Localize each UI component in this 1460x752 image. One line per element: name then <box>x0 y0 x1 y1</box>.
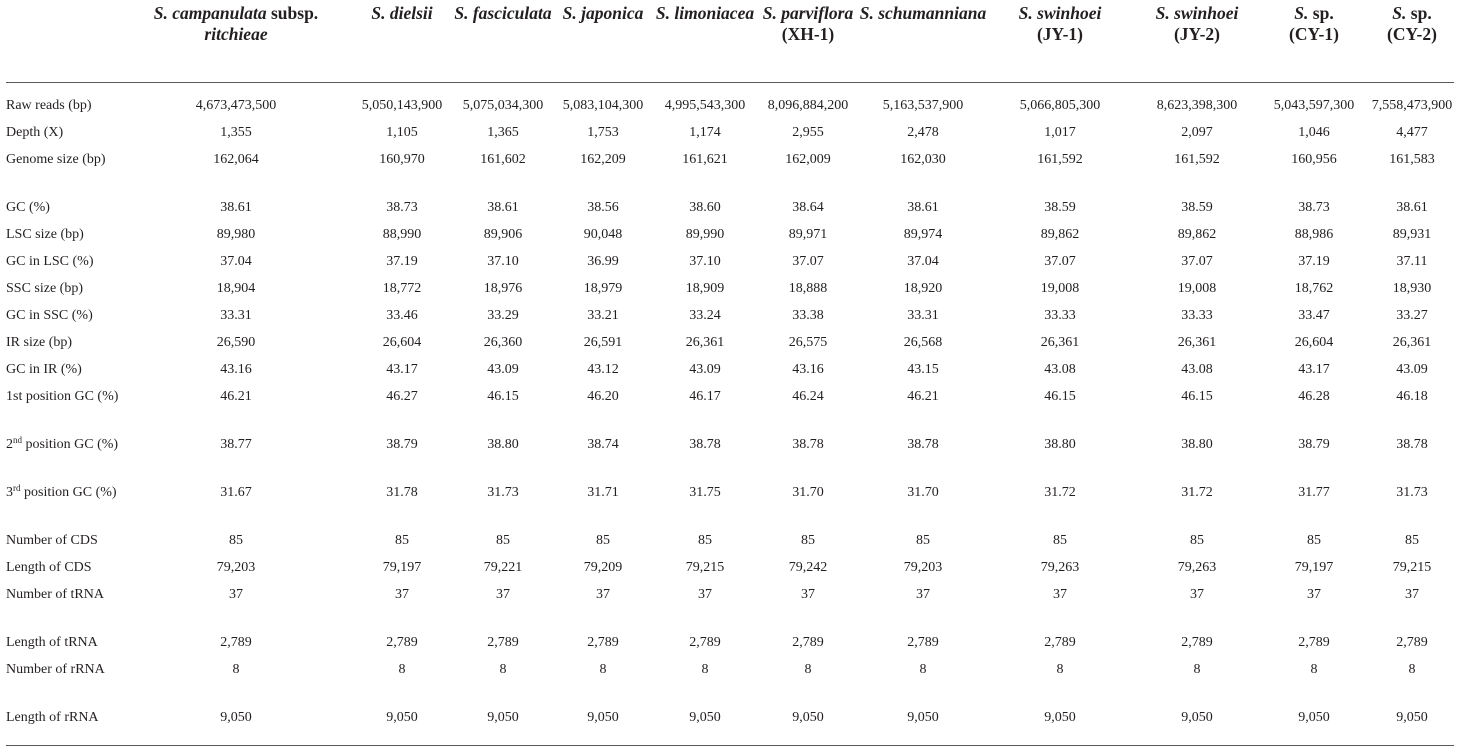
table-cell: 43.12 <box>587 362 619 377</box>
taxon-qualifier: subsp. <box>266 3 319 23</box>
table-cell: 26,575 <box>788 335 828 350</box>
species-name: S. limoniacea <box>655 3 755 23</box>
table-cell: 4,477 <box>1396 125 1428 140</box>
table-cell: 85 <box>1405 533 1419 548</box>
table-cell: 89,906 <box>483 227 523 242</box>
header-rule <box>6 82 1454 83</box>
table-cell: 8 <box>1193 662 1201 677</box>
table-cell: 43.09 <box>487 362 519 377</box>
table-cell: 37 <box>395 587 409 602</box>
table-cell: 161,592 <box>1037 152 1083 167</box>
table-cell: 37.04 <box>220 254 252 269</box>
table-cell: 33.31 <box>220 308 252 323</box>
table-cell: 85 <box>1307 533 1321 548</box>
table-cell: 2,789 <box>587 635 619 650</box>
table-cell: 46.21 <box>220 389 252 404</box>
table-cell: 85 <box>801 533 815 548</box>
row-label <box>6 584 124 605</box>
table-cell: 26,568 <box>903 335 943 350</box>
table-cell: 46.21 <box>907 389 939 404</box>
row-label <box>6 149 124 170</box>
table-cell: 9,050 <box>1181 710 1213 725</box>
table-cell: 26,590 <box>216 335 256 350</box>
row-label <box>6 482 124 503</box>
table-cell: 37 <box>229 587 243 602</box>
table-cell: 9,050 <box>907 710 939 725</box>
table-cell: 79,263 <box>1040 560 1080 575</box>
row-label <box>6 530 124 551</box>
table-cell: 1,753 <box>587 125 619 140</box>
table-cell: 79,203 <box>903 560 943 575</box>
table-cell: 160,956 <box>1291 152 1337 167</box>
table-cell: 89,990 <box>685 227 725 242</box>
table-cell: 33.24 <box>689 308 721 323</box>
table-cell: 9,050 <box>220 710 252 725</box>
row-label <box>6 197 124 218</box>
table-cell: 162,209 <box>580 152 626 167</box>
table-cell: 162,009 <box>785 152 831 167</box>
table-cell: 38.80 <box>1181 437 1213 452</box>
table-cell: 37.19 <box>1298 254 1330 269</box>
table-cell: 43.08 <box>1044 362 1076 377</box>
table-cell: 43.09 <box>1396 362 1428 377</box>
table-cell: 1,355 <box>220 125 252 140</box>
taxon-qualifier: sp. <box>1308 3 1334 23</box>
table-cell: 38.78 <box>792 437 824 452</box>
table-cell: 38.73 <box>1298 200 1330 215</box>
subspecies-name: ritchieae <box>204 24 268 44</box>
table-cell: 89,974 <box>903 227 943 242</box>
table-cell: 8,623,398,300 <box>1156 98 1238 113</box>
table-cell: 90,048 <box>583 227 623 242</box>
table-cell: 5,083,104,300 <box>562 98 644 113</box>
table-cell: 85 <box>1190 533 1204 548</box>
table-cell: 8 <box>599 662 607 677</box>
table-cell: 85 <box>395 533 409 548</box>
taxon-qualifier: sp. <box>1406 3 1432 23</box>
table-cell: 46.24 <box>792 389 824 404</box>
table-cell: 33.46 <box>386 308 418 323</box>
table-cell: 85 <box>496 533 510 548</box>
row-label <box>6 659 124 680</box>
label-text: position GC (%) <box>20 485 117 500</box>
table-cell: 161,583 <box>1389 152 1435 167</box>
table-cell: 26,360 <box>483 335 523 350</box>
table-cell: 38.79 <box>386 437 418 452</box>
table-cell: 4,995,543,300 <box>664 98 746 113</box>
table-cell: 79,215 <box>685 560 725 575</box>
table-cell: 33.31 <box>907 308 939 323</box>
row-label <box>6 557 124 578</box>
table-cell: 9,050 <box>386 710 418 725</box>
table-cell: 85 <box>698 533 712 548</box>
table-cell: 89,971 <box>788 227 828 242</box>
table-cell: 5,163,537,900 <box>882 98 964 113</box>
table-cell: 19,008 <box>1177 281 1217 296</box>
table-cell: 37.10 <box>487 254 519 269</box>
table-cell: 31.73 <box>1396 485 1428 500</box>
label-ordinal-suffix: rd <box>13 483 21 493</box>
table-cell: 26,361 <box>1177 335 1217 350</box>
label-ordinal: 2 <box>6 437 13 452</box>
table-cell: 8,096,884,200 <box>767 98 849 113</box>
table-cell: 26,591 <box>583 335 623 350</box>
table-cell: 46.28 <box>1298 389 1330 404</box>
row-label <box>6 632 124 653</box>
table-cell: 9,050 <box>1044 710 1076 725</box>
table-cell: 79,263 <box>1177 560 1217 575</box>
table-cell: 79,197 <box>1294 560 1334 575</box>
table-cell: 88,990 <box>382 227 422 242</box>
table-cell: 89,931 <box>1392 227 1432 242</box>
row-label <box>6 278 124 299</box>
table-cell: 1,365 <box>487 125 519 140</box>
table-cell: 38.61 <box>487 200 519 215</box>
table-cell: 2,789 <box>1044 635 1076 650</box>
table-cell: 33.47 <box>1298 308 1330 323</box>
table-cell: 26,361 <box>685 335 725 350</box>
table-cell: 37 <box>1190 587 1204 602</box>
table-cell: 85 <box>916 533 930 548</box>
label-text: Number of rRNA <box>6 662 105 677</box>
table-cell: 8 <box>398 662 406 677</box>
column-header <box>1364 3 1460 45</box>
column-header <box>347 3 457 24</box>
label-text: position GC (%) <box>22 437 119 452</box>
table-cell: 2,789 <box>487 635 519 650</box>
column-header <box>756 3 860 45</box>
table-cell: 38.78 <box>1396 437 1428 452</box>
table-cell: 1,174 <box>689 125 721 140</box>
label-text: Genome size (bp) <box>6 152 106 167</box>
table-cell: 18,909 <box>685 281 725 296</box>
table-cell: 43.17 <box>386 362 418 377</box>
table-cell: 37 <box>496 587 510 602</box>
table-cell: 2,789 <box>907 635 939 650</box>
table-cell: 37 <box>596 587 610 602</box>
table-cell: 33.38 <box>792 308 824 323</box>
label-text: Depth (X) <box>6 125 64 140</box>
label-text: IR size (bp) <box>6 335 73 350</box>
label-text: Number of tRNA <box>6 587 104 602</box>
column-header <box>1127 3 1267 45</box>
label-text: GC in SSC (%) <box>6 308 93 323</box>
table-cell: 31.77 <box>1298 485 1330 500</box>
table-cell: 1,105 <box>386 125 418 140</box>
column-header <box>653 3 757 24</box>
table-cell: 85 <box>596 533 610 548</box>
table-cell: 31.70 <box>907 485 939 500</box>
label-ordinal: 3 <box>6 485 13 500</box>
table-cell: 31.72 <box>1181 485 1213 500</box>
table-cell: 37 <box>1405 587 1419 602</box>
table-cell: 46.15 <box>487 389 519 404</box>
column-header <box>990 3 1130 45</box>
table-cell: 9,050 <box>792 710 824 725</box>
bottom-rule <box>6 745 1454 746</box>
table-cell: 31.70 <box>792 485 824 500</box>
table-cell: 1,046 <box>1298 125 1330 140</box>
table-cell: 37.07 <box>792 254 824 269</box>
species-name: S. fasciculata <box>454 3 552 23</box>
row-label <box>6 95 124 116</box>
table-cell: 8 <box>499 662 507 677</box>
table-cell: 162,064 <box>213 152 259 167</box>
table-cell: 38.78 <box>689 437 721 452</box>
table-cell: 2,789 <box>1396 635 1428 650</box>
table-cell: 18,888 <box>788 281 828 296</box>
table-cell: 38.73 <box>386 200 418 215</box>
table-cell: 85 <box>229 533 243 548</box>
column-header <box>134 3 339 45</box>
table-cell: 38.77 <box>220 437 252 452</box>
table-cell: 33.29 <box>487 308 519 323</box>
table-cell: 38.79 <box>1298 437 1330 452</box>
table-cell: 43.17 <box>1298 362 1330 377</box>
table-cell: 26,361 <box>1040 335 1080 350</box>
table-cell: 18,772 <box>382 281 422 296</box>
sample-code: (JY-1) <box>1036 24 1083 44</box>
species-name: S. <box>1294 3 1309 23</box>
table-cell: 43.15 <box>907 362 939 377</box>
table-cell: 162,030 <box>900 152 946 167</box>
table-cell: 33.33 <box>1044 308 1076 323</box>
table-cell: 43.08 <box>1181 362 1213 377</box>
table-cell: 46.15 <box>1044 389 1076 404</box>
table-cell: 79,209 <box>583 560 623 575</box>
column-header <box>858 3 988 24</box>
table-cell: 2,789 <box>220 635 252 650</box>
table-cell: 37 <box>916 587 930 602</box>
column-header <box>453 3 553 24</box>
sample-code: (CY-2) <box>1387 24 1437 44</box>
label-ordinal-suffix: nd <box>13 435 22 445</box>
sample-code: (XH-1) <box>781 24 835 44</box>
table-cell: 9,050 <box>1298 710 1330 725</box>
table-cell: 31.71 <box>587 485 619 500</box>
table-cell: 7,558,473,900 <box>1371 98 1453 113</box>
table-cell: 9,050 <box>689 710 721 725</box>
table-cell: 79,242 <box>788 560 828 575</box>
label-text: Raw reads (bp) <box>6 98 92 113</box>
table-cell: 5,066,805,300 <box>1019 98 1101 113</box>
table-cell: 38.61 <box>220 200 252 215</box>
table-cell: 37.07 <box>1044 254 1076 269</box>
table-cell: 2,789 <box>792 635 824 650</box>
table-cell: 37.07 <box>1181 254 1213 269</box>
table-cell: 38.80 <box>487 437 519 452</box>
table-cell: 38.78 <box>907 437 939 452</box>
table-cell: 9,050 <box>587 710 619 725</box>
table-cell: 88,986 <box>1294 227 1334 242</box>
table-cell: 43.16 <box>792 362 824 377</box>
label-text: GC in IR (%) <box>6 362 82 377</box>
row-label <box>6 224 124 245</box>
table-cell: 43.16 <box>220 362 252 377</box>
table-cell: 26,604 <box>1294 335 1334 350</box>
table-cell: 38.59 <box>1181 200 1213 215</box>
species-name: S. campanulata <box>153 3 267 23</box>
table-cell: 8 <box>1056 662 1064 677</box>
table-cell: 36.99 <box>587 254 619 269</box>
table-cell: 33.27 <box>1396 308 1428 323</box>
table-cell: 5,050,143,900 <box>361 98 443 113</box>
table-cell: 8 <box>1310 662 1318 677</box>
table-cell: 5,075,034,300 <box>462 98 544 113</box>
table-cell: 33.21 <box>587 308 619 323</box>
table-cell: 161,602 <box>480 152 526 167</box>
table-cell: 1,017 <box>1044 125 1076 140</box>
table-cell: 46.18 <box>1396 389 1428 404</box>
table-cell: 18,920 <box>903 281 943 296</box>
table-cell: 38.60 <box>689 200 721 215</box>
table-cell: 37 <box>1307 587 1321 602</box>
table-cell: 37.10 <box>689 254 721 269</box>
row-label <box>6 434 124 455</box>
table-cell: 85 <box>1053 533 1067 548</box>
table-cell: 31.73 <box>487 485 519 500</box>
label-text: GC in LSC (%) <box>6 254 94 269</box>
table-cell: 33.33 <box>1181 308 1213 323</box>
table-cell: 89,862 <box>1177 227 1217 242</box>
table-cell: 37 <box>801 587 815 602</box>
table-cell: 19,008 <box>1040 281 1080 296</box>
table-cell: 38.59 <box>1044 200 1076 215</box>
species-name: S. schumanniana <box>859 3 987 23</box>
label-text: Length of rRNA <box>6 710 99 725</box>
table-cell: 26,604 <box>382 335 422 350</box>
table-cell: 18,976 <box>483 281 523 296</box>
sample-code: (JY-2) <box>1173 24 1220 44</box>
column-header <box>553 3 653 24</box>
table-cell: 37 <box>1053 587 1067 602</box>
table-cell: 38.56 <box>587 200 619 215</box>
table-cell: 79,215 <box>1392 560 1432 575</box>
table-cell: 9,050 <box>487 710 519 725</box>
table-cell: 37 <box>698 587 712 602</box>
row-label <box>6 251 124 272</box>
species-name: S. swinhoei <box>1018 3 1102 23</box>
row-label <box>6 707 124 728</box>
label-text: Length of CDS <box>6 560 92 575</box>
table-cell: 43.09 <box>689 362 721 377</box>
table-cell: 79,221 <box>483 560 523 575</box>
species-name: S. japonica <box>562 3 644 23</box>
species-name: S. swinhoei <box>1155 3 1239 23</box>
label-text: Length of tRNA <box>6 635 98 650</box>
table-cell: 2,955 <box>792 125 824 140</box>
table-cell: 18,904 <box>216 281 256 296</box>
table-cell: 38.80 <box>1044 437 1076 452</box>
table-cell: 8 <box>232 662 240 677</box>
sample-code: (CY-1) <box>1289 24 1339 44</box>
row-label <box>6 386 124 407</box>
table-cell: 2,789 <box>689 635 721 650</box>
row-label <box>6 332 124 353</box>
table-cell: 18,930 <box>1392 281 1432 296</box>
table-cell: 9,050 <box>1396 710 1428 725</box>
label-text: Number of CDS <box>6 533 98 548</box>
table-cell: 18,762 <box>1294 281 1334 296</box>
table-cell: 8 <box>804 662 812 677</box>
table-cell: 5,043,597,300 <box>1273 98 1355 113</box>
table-cell: 160,970 <box>379 152 425 167</box>
row-label <box>6 122 124 143</box>
table-cell: 38.74 <box>587 437 619 452</box>
label-text: SSC size (bp) <box>6 281 83 296</box>
table-cell: 2,789 <box>1181 635 1213 650</box>
table-cell: 79,197 <box>382 560 422 575</box>
species-name: S. <box>1392 3 1407 23</box>
row-label <box>6 359 124 380</box>
species-name: S. parviflora <box>762 3 854 23</box>
table-cell: 38.64 <box>792 200 824 215</box>
table-cell: 8 <box>701 662 709 677</box>
table-cell: 38.61 <box>1396 200 1428 215</box>
table-cell: 46.20 <box>587 389 619 404</box>
table-cell: 31.75 <box>689 485 721 500</box>
table-cell: 2,789 <box>386 635 418 650</box>
column-header <box>1266 3 1362 45</box>
table-cell: 2,478 <box>907 125 939 140</box>
species-name: S. dielsii <box>371 3 433 23</box>
table-cell: 46.17 <box>689 389 721 404</box>
row-label <box>6 305 124 326</box>
table-cell: 37.11 <box>1396 254 1428 269</box>
table-cell: 79,203 <box>216 560 256 575</box>
table-cell: 46.27 <box>386 389 418 404</box>
table-cell: 31.72 <box>1044 485 1076 500</box>
table-cell: 161,621 <box>682 152 728 167</box>
table-cell: 4,673,473,500 <box>195 98 277 113</box>
table-cell: 37.04 <box>907 254 939 269</box>
table-cell: 26,361 <box>1392 335 1432 350</box>
table-cell: 2,789 <box>1298 635 1330 650</box>
label-text: LSC size (bp) <box>6 227 84 242</box>
table-cell: 18,979 <box>583 281 623 296</box>
table-cell: 2,097 <box>1181 125 1213 140</box>
table-cell: 31.67 <box>220 485 252 500</box>
table-cell: 89,980 <box>216 227 256 242</box>
table-cell: 46.15 <box>1181 389 1213 404</box>
table-cell: 161,592 <box>1174 152 1220 167</box>
label-text: 1st position GC (%) <box>6 389 119 404</box>
table-cell: 38.61 <box>907 200 939 215</box>
table-cell: 8 <box>1408 662 1416 677</box>
table-cell: 8 <box>919 662 927 677</box>
label-text: GC (%) <box>6 200 50 215</box>
table-cell: 31.78 <box>386 485 418 500</box>
table-cell: 89,862 <box>1040 227 1080 242</box>
table-cell: 37.19 <box>386 254 418 269</box>
